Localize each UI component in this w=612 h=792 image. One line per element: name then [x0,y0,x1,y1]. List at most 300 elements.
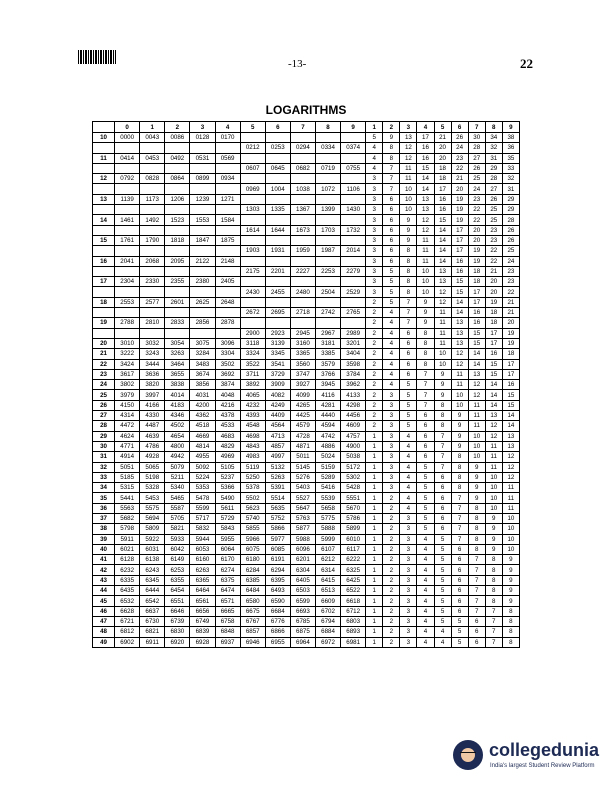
log-value-cell: 5250 [240,472,265,482]
mean-difference-cell: 5 [417,493,434,503]
mean-difference-cell: 4 [400,452,417,462]
log-value-cell: 3054 [165,338,190,348]
mean-difference-cell: 27 [485,184,502,194]
mean-difference-cell: 12 [485,421,502,431]
log-value-cell: 1303 [240,205,265,215]
logo-name: collegedunia [489,740,600,760]
log-value-cell: 6117 [341,544,366,554]
row-label: 17 [93,277,115,287]
log-value-cell: 0334 [315,143,340,153]
log-value-cell [115,246,140,256]
row-label: 35 [93,493,115,503]
mean-difference-cell: 7 [417,390,434,400]
mean-difference-cell: 9 [485,524,502,534]
mean-difference-cell: 2 [383,544,400,554]
log-value-cell: 6590 [265,596,290,606]
mean-difference-cell: 15 [485,359,502,369]
mean-difference-cell: 3 [366,184,383,194]
mean-difference-cell: 4 [383,380,400,390]
log-value-cell: 1106 [341,184,366,194]
log-value-cell: 5877 [290,524,315,534]
mean-difference-cell: 26 [451,133,468,143]
log-value-cell: 4487 [140,421,165,431]
row-label [93,308,115,318]
mean-difference-cell: 10 [502,534,519,544]
mean-difference-cell: 10 [417,277,434,287]
log-value-cell: 4594 [315,421,340,431]
mean-difference-cell: 12 [434,297,451,307]
table-row [93,616,520,626]
log-value-cell: 4871 [290,441,315,451]
column-header [93,122,115,133]
log-value-cell: 4579 [290,421,315,431]
mean-difference-cell: 3 [383,462,400,472]
log-value-cell: 6021 [115,544,140,554]
log-value-cell: 5105 [215,462,240,472]
mean-difference-cell: 6 [417,441,434,451]
log-value-cell: 5717 [190,513,215,523]
log-value-cell: 4200 [190,400,215,410]
mean-difference-cell: 20 [468,235,485,245]
logo-glasses-icon [460,752,476,757]
log-value-cell: 6435 [115,586,140,596]
logo-tagline: India's largest Student Review Platform [490,763,595,769]
log-value-cell: 4609 [341,421,366,431]
mean-difference-cell: 2 [366,349,383,359]
log-value-cell: 4472 [115,421,140,431]
mean-difference-cell: 4 [400,483,417,493]
log-value-cell: 6365 [190,575,215,585]
log-value-cell: 3365 [290,349,315,359]
mean-difference-cell: 4 [400,441,417,451]
mean-difference-cell: 3 [400,555,417,565]
log-value-cell [240,133,265,143]
log-value-cell: 3464 [165,359,190,369]
mean-difference-cell: 6 [434,483,451,493]
log-value-cell: 0453 [140,153,165,163]
log-value-cell: 5635 [265,503,290,513]
mean-difference-cell: 2 [366,338,383,348]
mean-difference-cell: 3 [383,431,400,441]
log-value-cell: 2330 [140,277,165,287]
mean-difference-cell: 12 [434,287,451,297]
table-row [93,596,520,606]
mean-difference-cell: 5 [400,390,417,400]
log-value-cell: 6532 [115,596,140,606]
log-value-cell: 2648 [215,297,240,307]
log-value-cell: 1072 [315,184,340,194]
log-value-cell: 4014 [165,390,190,400]
log-value-cell: 6064 [215,544,240,554]
log-value-cell: 6149 [165,555,190,565]
mean-difference-cell: 17 [451,246,468,256]
mean-difference-cell: 21 [434,133,451,143]
log-value-cell: 3784 [341,369,366,379]
column-header: 1 [366,122,383,133]
log-value-cell: 0569 [215,153,240,163]
log-value-cell: 1399 [315,205,340,215]
mean-difference-cell: 6 [383,246,400,256]
log-value-cell: 2279 [341,266,366,276]
mean-difference-cell: 2 [383,637,400,647]
mean-difference-cell: 10 [502,513,519,523]
mean-difference-cell: 4 [417,555,434,565]
mean-difference-cell: 1 [366,513,383,523]
row-label: 25 [93,390,115,400]
log-value-cell: 1614 [240,225,265,235]
log-value-cell: 2577 [140,297,165,307]
column-header: 0 [115,122,140,133]
log-value-cell: 6609 [315,596,340,606]
mean-difference-cell: 4 [366,153,383,163]
mean-difference-cell: 16 [502,380,519,390]
mean-difference-cell: 11 [451,380,468,390]
mean-difference-cell: 5 [383,266,400,276]
log-value-cell: 5670 [341,503,366,513]
mean-difference-cell: 11 [417,256,434,266]
log-value-cell [140,143,165,153]
table-row [93,421,520,431]
mean-difference-cell: 19 [468,246,485,256]
log-value-cell: 3909 [265,380,290,390]
log-value-cell: 5694 [140,513,165,523]
mean-difference-cell: 5 [434,606,451,616]
row-label [93,163,115,173]
log-value-cell: 5092 [190,462,215,472]
log-value-cell [115,225,140,235]
log-value-cell [290,133,315,143]
mean-difference-cell: 14 [434,235,451,245]
log-value-cell: 1553 [190,215,215,225]
mean-difference-cell: 1 [366,452,383,462]
log-value-cell: 4216 [215,400,240,410]
row-label: 10 [93,133,115,143]
log-value-cell: 1139 [115,194,140,204]
log-value-cell: 3263 [165,349,190,359]
mean-difference-cell: 9 [383,133,400,143]
log-value-cell [240,277,265,287]
mean-difference-cell: 7 [485,606,502,616]
log-value-cell: 4409 [265,411,290,421]
mean-difference-cell: 2 [383,575,400,585]
mean-difference-cell: 14 [451,297,468,307]
log-value-cell [290,153,315,163]
log-value-cell: 2201 [265,266,290,276]
log-value-cell: 0645 [265,163,290,173]
log-value-cell: 6513 [315,586,340,596]
log-value-cell: 5502 [240,493,265,503]
table-row [93,534,520,544]
row-label: 46 [93,606,115,616]
mean-difference-cell: 7 [451,534,468,544]
row-label: 21 [93,349,115,359]
log-value-cell: 6314 [315,565,340,575]
mean-difference-cell: 4 [434,627,451,637]
log-value-cell: 6243 [140,565,165,575]
log-value-cell: 5911 [115,534,140,544]
mean-difference-cell: 9 [485,534,502,544]
row-label: 30 [93,441,115,451]
log-value-cell: 1239 [190,194,215,204]
log-value-cell [315,174,340,184]
log-value-cell: 0969 [240,184,265,194]
mean-difference-cell: 4 [400,462,417,472]
row-label [93,266,115,276]
log-value-cell: 5478 [190,493,215,503]
log-value-cell: 5752 [265,513,290,523]
log-value-cell: 2695 [265,308,290,318]
mean-difference-cell: 5 [417,483,434,493]
table-row [93,493,520,503]
mean-difference-cell: 15 [434,215,451,225]
log-value-cell: 6675 [240,606,265,616]
mean-difference-cell: 14 [451,308,468,318]
log-value-cell: 3243 [140,349,165,359]
log-value-cell: 5832 [190,524,215,534]
log-value-cell: 5465 [165,493,190,503]
log-value-cell: 3324 [240,349,265,359]
mean-difference-cell: 5 [451,616,468,626]
log-value-cell: 2765 [341,308,366,318]
mean-difference-cell: 11 [434,318,451,328]
mean-difference-cell: 12 [502,462,519,472]
log-value-cell: 1673 [290,225,315,235]
mean-difference-cell: 13 [400,133,417,143]
mean-difference-cell: 7 [383,174,400,184]
log-value-cell [165,266,190,276]
mean-difference-cell: 6 [400,349,417,359]
log-value-cell [240,194,265,204]
mean-difference-cell: 2 [366,421,383,431]
mean-difference-cell: 11 [485,441,502,451]
mean-difference-cell: 7 [400,308,417,318]
mean-difference-cell: 2 [366,328,383,338]
log-value-cell [215,184,240,194]
log-value-cell: 5263 [265,472,290,482]
log-value-cell: 1271 [215,194,240,204]
log-value-cell: 2014 [341,246,366,256]
log-value-cell: 4997 [265,452,290,462]
log-value-cell: 6972 [315,637,340,647]
mean-difference-cell: 1 [366,441,383,451]
mean-difference-cell: 11 [434,308,451,318]
mean-difference-cell: 3 [366,287,383,297]
mean-difference-cell: 6 [400,359,417,369]
mean-difference-cell: 13 [468,369,485,379]
row-label: 39 [93,534,115,544]
mean-difference-cell: 10 [400,194,417,204]
mean-difference-cell: 8 [451,462,468,472]
log-value-cell: 3692 [215,369,240,379]
log-value-cell: 2253 [315,266,340,276]
mean-difference-cell: 8 [468,534,485,544]
log-value-cell: 5132 [265,462,290,472]
log-value-cell: 5065 [140,462,165,472]
log-value-cell: 6665 [215,606,240,616]
mean-difference-cell: 11 [468,421,485,431]
log-value-cell [341,194,366,204]
mean-difference-cell: 5 [451,637,468,647]
row-label: 22 [93,359,115,369]
mean-difference-cell: 3 [383,441,400,451]
mean-difference-cell: 8 [400,246,417,256]
log-value-cell: 3729 [265,369,290,379]
log-value-cell: 5855 [240,524,265,534]
mean-difference-cell: 4 [400,493,417,503]
mean-difference-cell: 36 [502,143,519,153]
log-value-cell [215,287,240,297]
mean-difference-cell: 5 [400,400,417,410]
mean-difference-cell: 3 [400,544,417,554]
column-header: 6 [451,122,468,133]
mean-difference-cell: 35 [502,153,519,163]
row-label: 43 [93,575,115,585]
log-value-cell: 6180 [240,555,265,565]
log-value-cell: 5623 [240,503,265,513]
row-label: 23 [93,369,115,379]
table-row [93,133,520,143]
log-value-cell: 3560 [290,359,315,369]
log-value-cell [140,163,165,173]
table-row [93,544,520,554]
log-value-cell: 5551 [341,493,366,503]
mean-difference-cell: 11 [485,452,502,462]
mean-difference-cell: 6 [417,431,434,441]
log-value-cell: 5966 [240,534,265,544]
mean-difference-cell: 3 [366,215,383,225]
column-header: 8 [485,122,502,133]
log-value-cell: 3139 [265,338,290,348]
mean-difference-cell: 4 [417,575,434,585]
log-value-cell: 5024 [315,452,340,462]
mean-difference-cell: 7 [434,441,451,451]
mean-difference-cell: 6 [451,596,468,606]
mean-difference-cell: 9 [468,483,485,493]
log-value-cell: 5198 [140,472,165,482]
mean-difference-cell: 4 [400,472,417,482]
mean-difference-cell: 17 [451,235,468,245]
mean-difference-cell: 2 [366,380,383,390]
mean-difference-cell: 3 [400,627,417,637]
mean-difference-cell: 25 [502,246,519,256]
log-value-cell: 6503 [290,586,315,596]
mean-difference-cell: 9 [468,493,485,503]
log-value-cell: 2480 [290,287,315,297]
log-value-cell: 3181 [315,338,340,348]
mean-difference-cell: 13 [451,338,468,348]
mean-difference-cell: 5 [451,627,468,637]
log-value-cell: 4082 [265,390,290,400]
mean-difference-cell: 6 [417,411,434,421]
mean-difference-cell: 7 [468,596,485,606]
mean-difference-cell: 18 [434,163,451,173]
mean-difference-cell: 18 [502,349,519,359]
log-value-cell: 6425 [341,575,366,585]
log-value-cell: 6464 [190,586,215,596]
log-value-cell: 1732 [341,225,366,235]
log-value-cell: 6618 [341,596,366,606]
log-value-cell: 2430 [240,287,265,297]
log-value-cell: 3032 [140,338,165,348]
log-value-cell: 6884 [315,627,340,637]
mean-difference-cell: 13 [434,266,451,276]
log-value-cell: 1847 [190,235,215,245]
mean-difference-cell: 7 [468,575,485,585]
log-value-cell [140,308,165,318]
log-value-cell [215,246,240,256]
table-row [93,297,520,307]
mean-difference-cell: 26 [502,235,519,245]
table-row [93,555,520,565]
row-label: 15 [93,235,115,245]
log-value-cell: 6484 [240,586,265,596]
mean-difference-cell: 8 [468,513,485,523]
mean-difference-cell: 14 [434,256,451,266]
log-value-cell [341,174,366,184]
mean-difference-cell: 20 [434,143,451,153]
mean-difference-cell: 17 [485,338,502,348]
mean-difference-cell: 19 [451,215,468,225]
log-value-cell: 6830 [165,627,190,637]
log-value-cell: 5933 [165,534,190,544]
mean-difference-cell: 16 [468,318,485,328]
mean-difference-cell: 11 [502,493,519,503]
log-value-cell [190,328,215,338]
log-value-cell: 5899 [341,524,366,534]
mean-difference-cell: 17 [502,359,519,369]
mean-difference-cell: 10 [502,544,519,554]
mean-difference-cell: 9 [502,555,519,565]
mean-difference-cell: 4 [417,596,434,606]
log-value-cell [265,215,290,225]
mean-difference-cell: 8 [502,616,519,626]
log-value-cell: 3483 [190,359,215,369]
log-value-cell: 6920 [165,637,190,647]
table-row [93,483,520,493]
log-value-cell: 6284 [240,565,265,575]
mean-difference-cell: 21 [451,174,468,184]
mean-difference-cell: 1 [366,524,383,534]
column-header: 4 [215,122,240,133]
mean-difference-cell: 19 [502,338,519,348]
log-value-cell: 1038 [290,184,315,194]
log-value-cell: 5988 [290,534,315,544]
mean-difference-cell: 8 [468,524,485,534]
log-value-cell: 3304 [215,349,240,359]
mean-difference-cell: 9 [451,431,468,441]
log-value-cell: 6857 [240,627,265,637]
log-value-cell: 6085 [265,544,290,554]
log-value-cell [190,205,215,215]
mean-difference-cell: 6 [383,215,400,225]
log-value-cell: 4914 [115,452,140,462]
log-value-cell: 3424 [115,359,140,369]
log-value-cell: 5763 [290,513,315,523]
log-value-cell: 6253 [165,565,190,575]
mean-difference-cell: 18 [468,277,485,287]
log-value-cell [140,225,165,235]
mean-difference-cell: 28 [468,143,485,153]
mean-difference-cell: 28 [485,174,502,184]
row-label: 49 [93,637,115,647]
mean-difference-cell: 7 [400,297,417,307]
mean-difference-cell: 1 [366,606,383,616]
mean-difference-cell: 13 [502,431,519,441]
mean-difference-cell: 2 [366,308,383,318]
log-value-cell: 4654 [165,431,190,441]
mean-difference-cell: 3 [383,411,400,421]
log-value-cell [341,256,366,266]
